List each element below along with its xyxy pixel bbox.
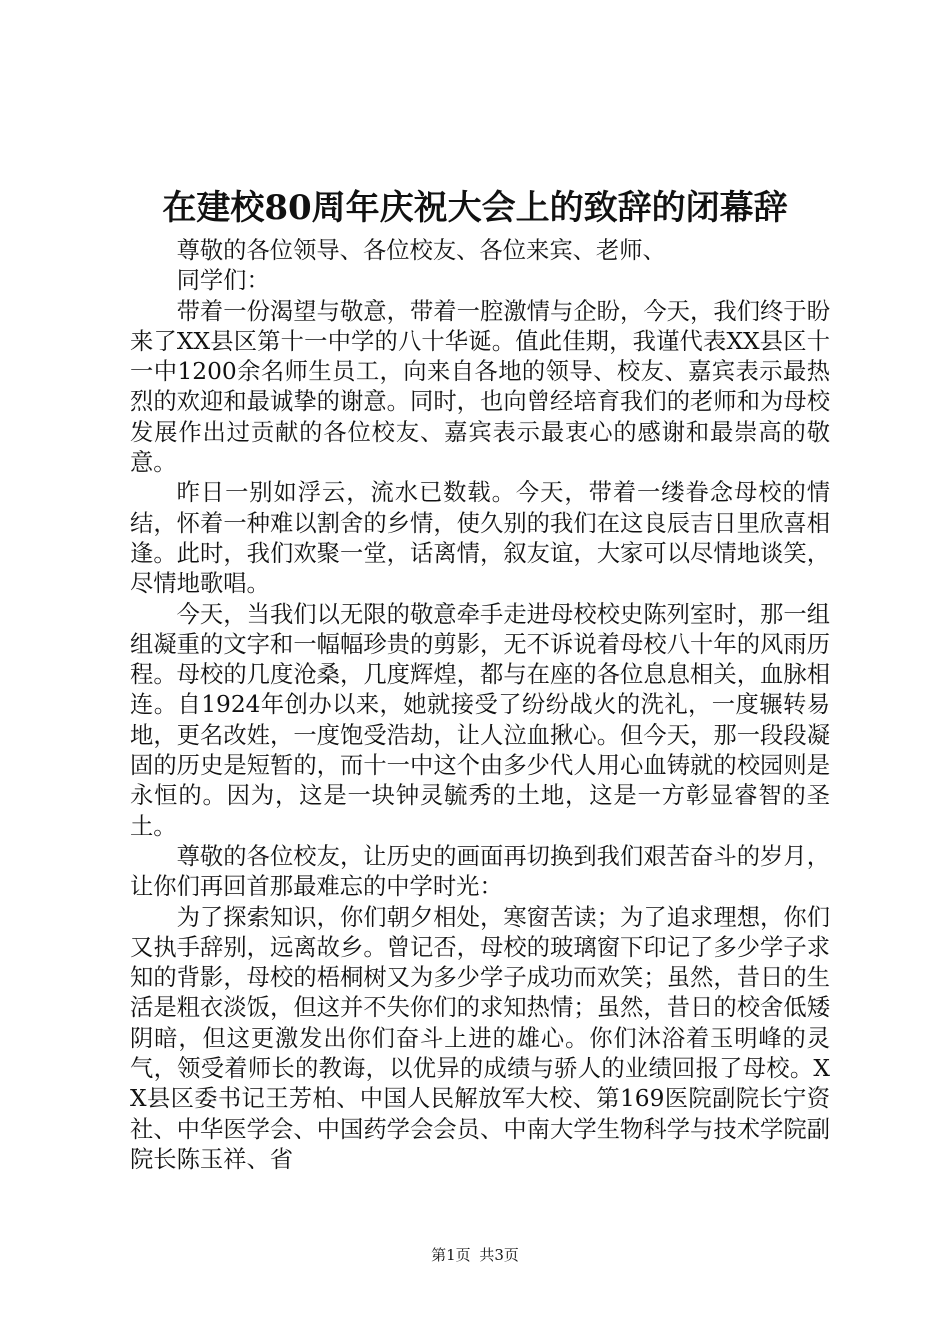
page-number: 第1页 (431, 1246, 471, 1264)
document-title: 在建校80周年庆祝大会上的致辞的闭幕辞 (162, 188, 788, 228)
page-total: 共3页 (479, 1246, 519, 1264)
paragraph-memories: 为了探索知识，你们朝夕相处，寒窗苦读；为了追求理想，你们又执手辞别，远离故乡。曾记否，母校的玻璃窗下印记了多少学子求知的背影，母校的梧桐树又为多少学子成功而欢笑；虽然，昔日的生活是粗衣淡饭，但这并不失你们的求知热情；虽然，昔日的校舍低矮阴暗，但这更激发出你们奋斗上进的雄心。你们沐浴着玉明峰的灵气，领受着师长的教诲，以优异的成绩与骄人的业绩回报了母校。XX县区委书记王芳柏、中国人民解放军大校、第169医院副院长宁资社、中华医学会、中国药学会会员、中南大学生物科学与技术学院副院长陈玉祥、省 (130, 903, 830, 1173)
paragraph-history: 今天，当我们以无限的敬意牵手走进母校校史陈列室时，那一组组凝重的文字和一幅幅珍贵的剪影，无不诉说着母校八十年的风雨历程。母校的几度沧桑，几度辉煌，都与在座的各位息息相关，血脉相连。自1924年创办以来，她就接受了纷纷战火的洗礼，一度辗转易地，更名改姓，一度饱受浩劫，让人泣血揪心。但今天，那一段段凝固的历史是短暂的，而十一中这个由多少代人用心血铸就的校园则是永恒的。因为，这是一块钟灵毓秀的土地，这是一方彰显睿智的圣土。 (130, 600, 830, 840)
salutation-line-1: 尊敬的各位领导、各位校友、各位来宾、老师、 (176, 237, 666, 264)
page-footer (0, 1244, 950, 1266)
paragraph-welcome: 带着一份渴望与敬意，带着一腔激情与企盼，今天，我们终于盼来了XX县区第十一中学的八十华诞。值此佳期，我谨代表XX县区十一中1200余名师生员工，向来自各地的领导、校友、嘉宾表示最热烈的欢迎和最诚挚的谢意。同时，也向曾经培育我们的老师和为母校发展作出过贡献的各位校友、嘉宾表示最衷心的感谢和最崇高的敬意。 (130, 297, 830, 477)
paragraph-alumni-address: 尊敬的各位校友，让历史的画面再切换到我们艰苦奋斗的岁月，让你们再回首那最难忘的中学时光： (130, 842, 830, 901)
salutation-line-2: 同学们： (176, 267, 270, 295)
document-body (130, 236, 830, 1175)
paragraph-reunion: 昨日一别如浮云，流水已数载。今天，带着一缕眷念母校的情结，怀着一种难以割舍的乡情，使久别的我们在这良辰吉日里欣喜相逢。此时，我们欢聚一堂，话离情，叙友谊，大家可以尽情地谈笑，尽情地歌唱。 (130, 479, 830, 598)
